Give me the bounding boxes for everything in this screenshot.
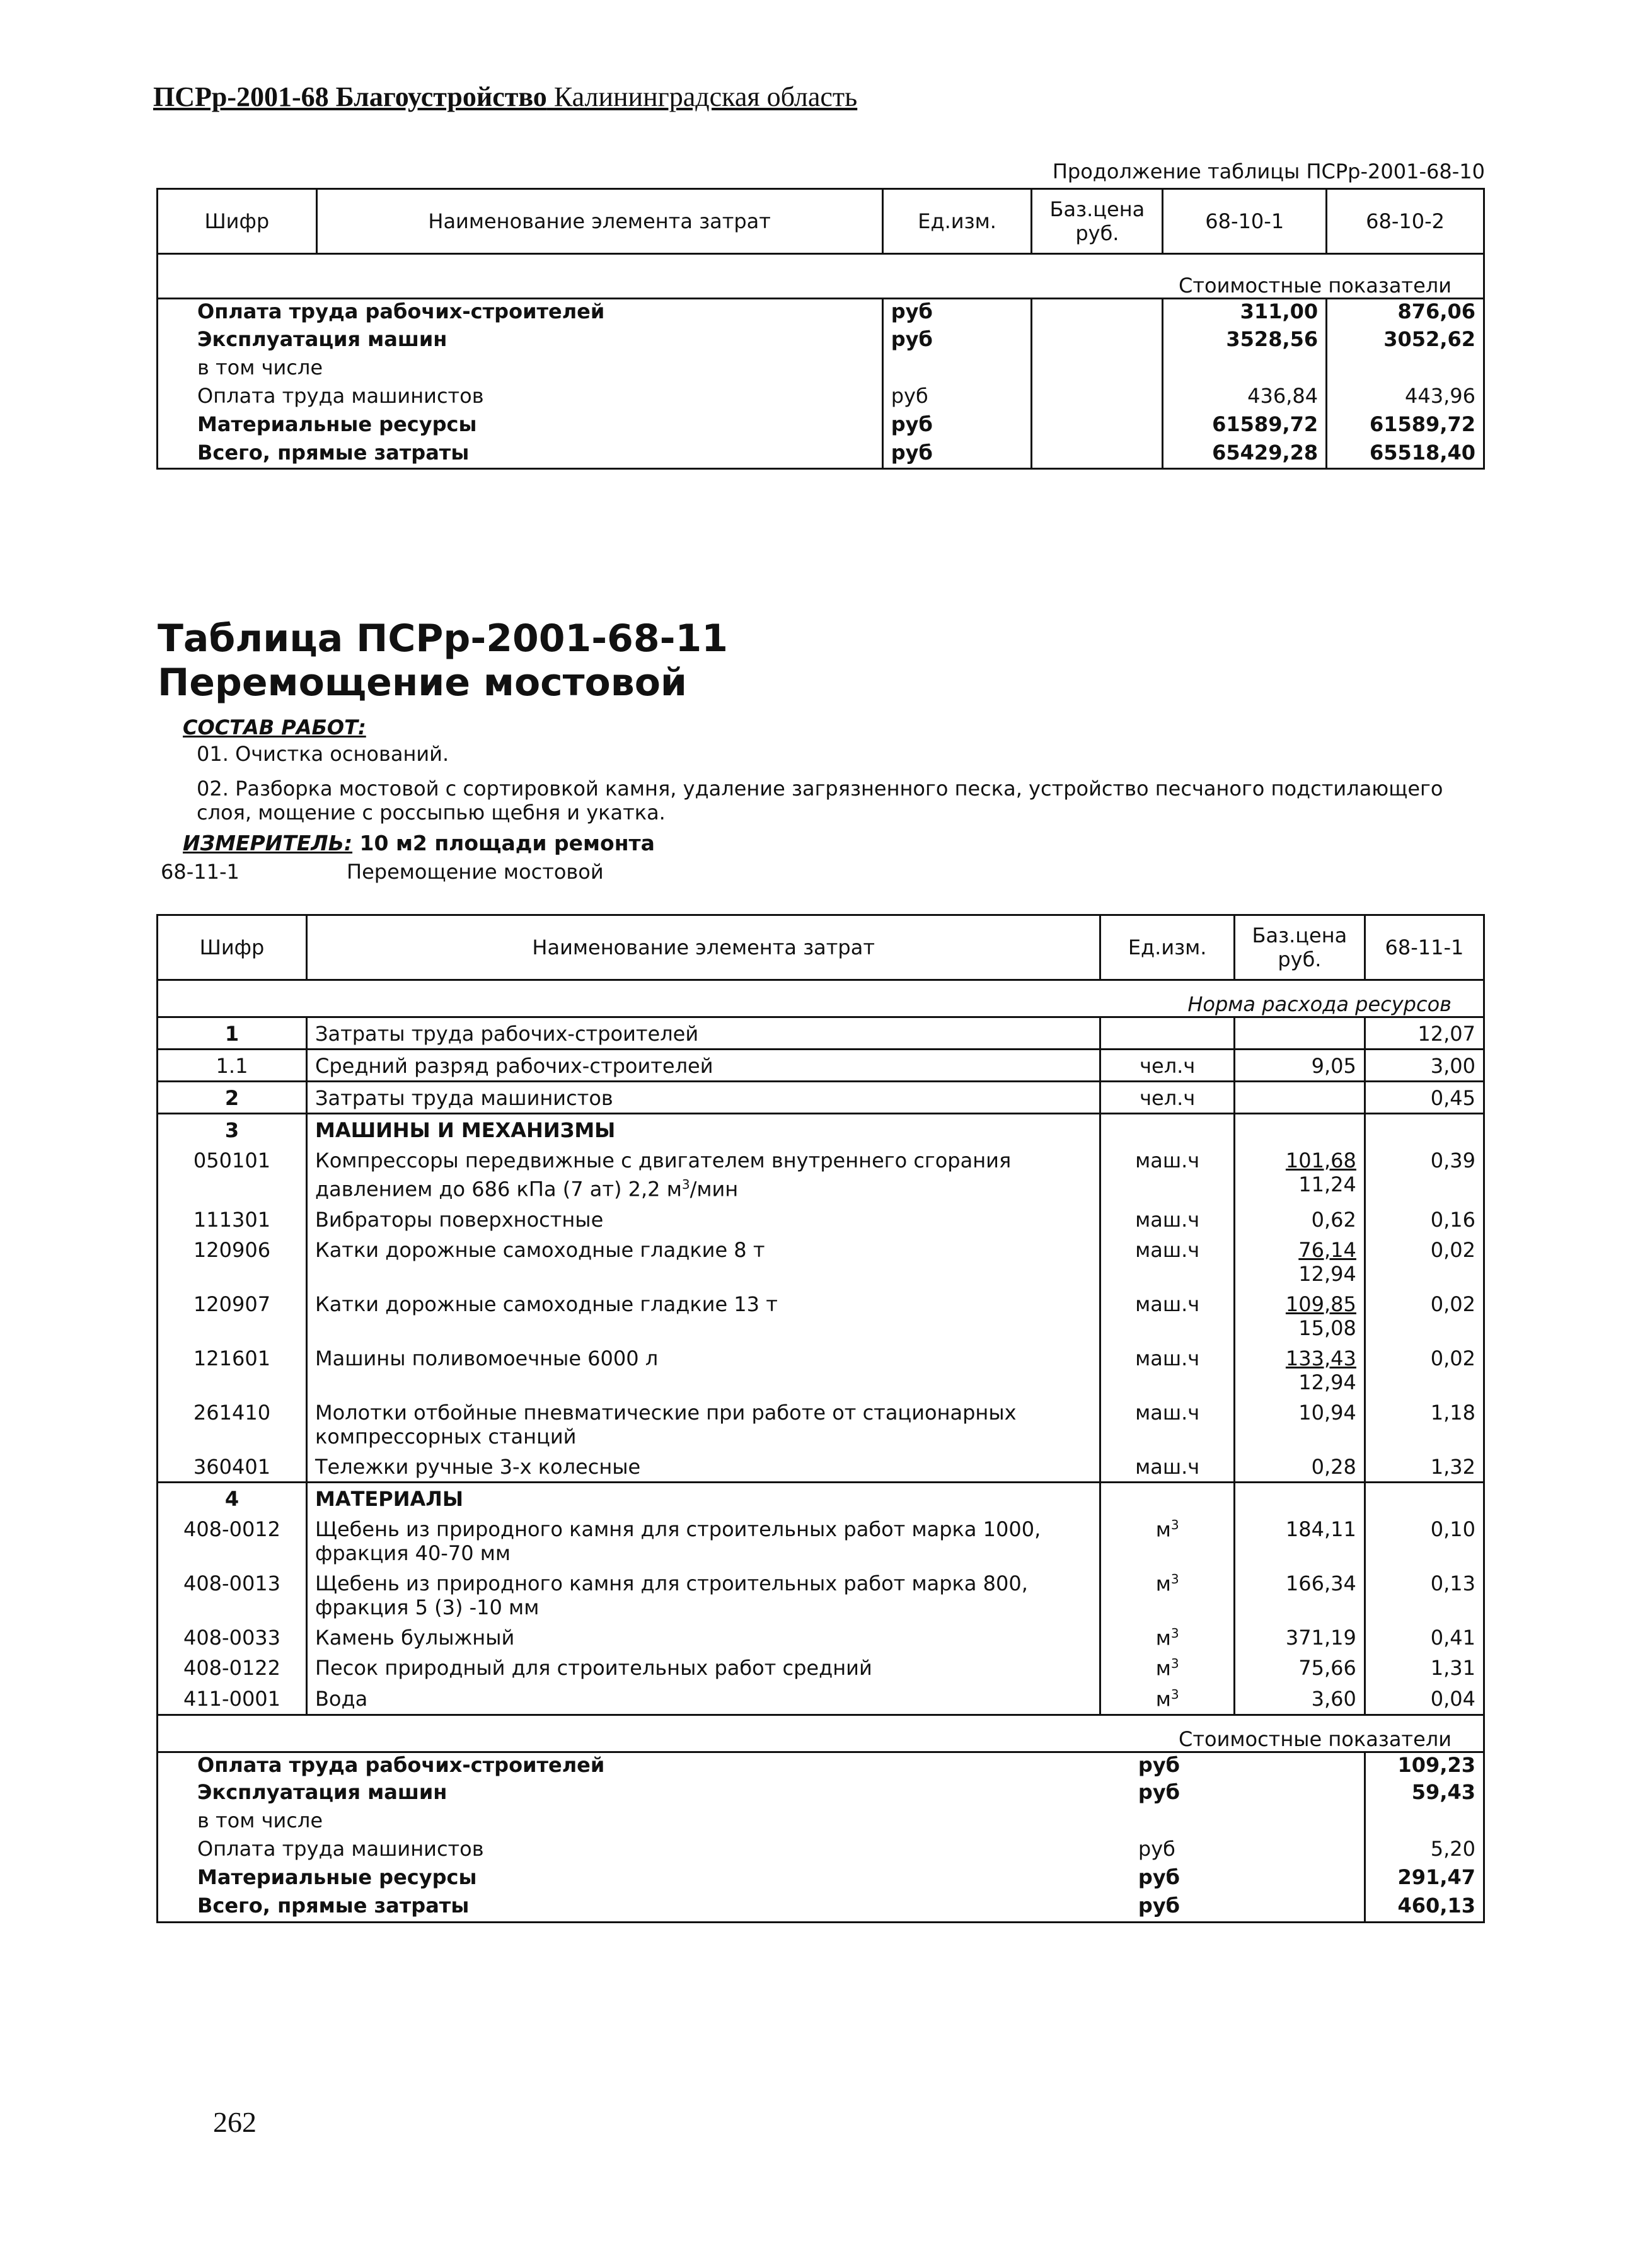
resource-value <box>1365 1114 1484 1145</box>
resource-price <box>1234 1482 1365 1513</box>
cost-value: 311,00 <box>1163 299 1327 327</box>
material-row <box>158 1652 1484 1683</box>
resource-code: 411-0001 <box>183 1686 281 1711</box>
cost-value: 109,23 <box>1365 1752 1484 1780</box>
resource-code: 3 <box>224 1118 240 1142</box>
page-header <box>153 81 857 113</box>
resource-code: 1.1 <box>216 1054 248 1078</box>
machine-row <box>158 1451 1484 1483</box>
table1-header <box>158 189 1484 254</box>
resource-price <box>1234 1568 1365 1622</box>
cost-price <box>1032 384 1163 412</box>
cost-price <box>1032 441 1163 469</box>
resource-code: 111301 <box>193 1207 271 1232</box>
cost-unit: руб <box>1138 1837 1175 1861</box>
cost-row <box>158 327 1484 356</box>
resource-price <box>1234 1652 1365 1683</box>
resource-unit <box>1100 1114 1235 1145</box>
machine-row <box>158 1397 1484 1451</box>
cost-value <box>1163 356 1327 384</box>
group-row <box>158 1114 1484 1145</box>
price-value: 10,94 <box>1298 1400 1356 1425</box>
resource-price <box>1234 1683 1365 1715</box>
cost-row <box>158 1837 1484 1865</box>
page-number: 262 <box>213 2106 257 2138</box>
resource-name: МАШИНЫ И МЕХАНИЗМЫ <box>306 1114 1100 1145</box>
price-value: 75,66 <box>1298 1656 1356 1681</box>
resource-price <box>1234 1513 1365 1568</box>
header-bold: ПСРр-2001-68 Благоустройство <box>153 81 547 112</box>
resource-price <box>1234 1288 1365 1343</box>
cost-unit: руб <box>1138 1865 1180 1890</box>
resource-unit: чел.ч <box>1100 1082 1235 1114</box>
table-68-10 <box>156 188 1485 470</box>
labor-row <box>158 1082 1484 1114</box>
cost-value <box>1327 356 1484 384</box>
cost-value: 61589,72 <box>1163 412 1327 441</box>
col-header: Ед.изм. <box>1100 915 1235 980</box>
material-row <box>158 1622 1484 1653</box>
resource-value <box>1365 1482 1484 1513</box>
col-header: Ед.изм. <box>882 189 1032 254</box>
resource-unit: маш.ч <box>1100 1397 1235 1451</box>
cost-value: 443,96 <box>1327 384 1484 412</box>
cost-unit: руб <box>1138 1780 1180 1805</box>
cost-row <box>158 299 1484 327</box>
resource-code: 120907 <box>193 1292 271 1316</box>
cost-value: 65429,28 <box>1163 441 1327 469</box>
machine-row <box>158 1145 1484 1204</box>
header-rest: Калининградская область <box>546 81 858 112</box>
norm-name: Перемощение мостовой <box>347 860 604 884</box>
resource-value: 0,10 <box>1365 1513 1484 1568</box>
cost-value: 460,13 <box>1365 1894 1484 1922</box>
resource-unit: $м^3$ <box>1100 1513 1235 1568</box>
cost-row <box>158 1808 1484 1837</box>
group-row <box>158 1482 1484 1513</box>
section-label: Стоимостные показатели <box>158 254 1484 299</box>
machine-row <box>158 1343 1484 1397</box>
measure-line <box>183 831 655 855</box>
price-value: 76,14 <box>1298 1237 1356 1262</box>
resource-name: Тележки ручные 3-х колесные <box>306 1451 1100 1483</box>
resource-value: 12,07 <box>1365 1017 1484 1050</box>
price-value: 3,60 <box>1311 1686 1356 1711</box>
col-header: 68-10-1 <box>1163 189 1327 254</box>
cost-unit: руб <box>882 299 1032 327</box>
measure-label: ИЗМЕРИТЕЛЬ: <box>183 831 353 855</box>
resource-value: 0,13 <box>1365 1568 1484 1622</box>
section-label: Норма расхода ресурсов <box>158 980 1484 1017</box>
cost-value: 61589,72 <box>1327 412 1484 441</box>
resource-unit: $м^3$ <box>1100 1652 1235 1683</box>
resource-price <box>1234 1017 1365 1050</box>
resource-name: Катки дорожные самоходные гладкие 8 т <box>306 1234 1100 1288</box>
cost-name: Всего, прямые затраты <box>197 440 470 465</box>
cost-name: Оплата труда машинистов <box>197 1837 484 1861</box>
cost-price <box>1032 412 1163 441</box>
cost-unit: руб <box>882 441 1032 469</box>
cost-name: Эксплуатация машин <box>197 327 447 351</box>
resource-unit: $м^3$ <box>1100 1683 1235 1715</box>
labor-row <box>158 1050 1484 1082</box>
price-value: 109,85 <box>1285 1292 1356 1316</box>
resource-code: 408-0012 <box>183 1517 281 1541</box>
cost-price <box>1234 1865 1365 1894</box>
table2-header <box>158 915 1484 980</box>
cost-row <box>158 1865 1484 1894</box>
cost-price <box>1234 1837 1365 1865</box>
cost-value <box>1365 1808 1484 1837</box>
resource-code: 408-0013 <box>183 1571 281 1595</box>
resource-name: Средний разряд рабочих-строителей <box>306 1050 1100 1082</box>
col-header: Шифр <box>158 189 317 254</box>
cost-unit: руб <box>882 327 1032 356</box>
cost-price <box>1234 1808 1365 1837</box>
resource-unit: $м^3$ <box>1100 1622 1235 1653</box>
cost-price <box>1234 1780 1365 1808</box>
resource-value: 0,02 <box>1365 1234 1484 1288</box>
section-label: Стоимостные показатели <box>158 1715 1484 1752</box>
resource-unit <box>1100 1017 1235 1050</box>
cost-unit: руб <box>1138 1752 1180 1777</box>
cost-row <box>158 441 1484 469</box>
cost-price <box>1234 1894 1365 1922</box>
resource-code: 261410 <box>193 1400 271 1425</box>
resource-name: Затраты труда рабочих-строителей <box>306 1017 1100 1050</box>
section-row <box>158 1715 1484 1752</box>
cost-price <box>1032 327 1163 356</box>
col-header: Баз.цена руб. <box>1234 915 1365 980</box>
resource-value: 0,16 <box>1365 1204 1484 1234</box>
price-value: 101,68 <box>1285 1148 1356 1172</box>
cost-name: Материальные ресурсы <box>197 412 477 436</box>
cost-value: 3528,56 <box>1163 327 1327 356</box>
machine-row <box>158 1288 1484 1343</box>
resource-price <box>1234 1050 1365 1082</box>
resource-unit: маш.ч <box>1100 1204 1235 1234</box>
cost-unit <box>1100 1808 1235 1837</box>
resource-price <box>1234 1204 1365 1234</box>
cost-name: Эксплуатация машин <box>197 1780 447 1805</box>
resource-name: Щебень из природного камня для строительных работ марка 800, фракция 5 (3) -10 мм <box>306 1568 1100 1622</box>
cost-price <box>1234 1752 1365 1780</box>
cost-unit: руб <box>1138 1894 1180 1918</box>
continuation-label: Продолжение таблицы ПСРр-2001-68-10 <box>1052 159 1485 183</box>
cost-row <box>158 412 1484 441</box>
resource-value: 1,31 <box>1365 1652 1484 1683</box>
cost-value: 65518,40 <box>1327 441 1484 469</box>
resource-value: 0,04 <box>1365 1683 1484 1715</box>
resource-code: 408-0033 <box>183 1625 281 1650</box>
measure-value: 10 м2 площади ремонта <box>352 831 655 855</box>
cost-value: 436,84 <box>1163 384 1327 412</box>
resource-name: Катки дорожные самоходные гладкие 13 т <box>306 1288 1100 1343</box>
resource-value: 0,45 <box>1365 1082 1484 1114</box>
cost-price <box>1032 299 1163 327</box>
resource-unit: маш.ч <box>1100 1145 1235 1204</box>
cost-value: 876,06 <box>1327 299 1484 327</box>
price-secondary: 12,94 <box>1298 1261 1356 1286</box>
resource-unit <box>1100 1482 1235 1513</box>
resource-name: Вода <box>306 1683 1100 1715</box>
resource-code: 120906 <box>193 1237 271 1262</box>
resource-unit: маш.ч <box>1100 1288 1235 1343</box>
resource-code: 4 <box>224 1486 240 1511</box>
price-secondary: 12,94 <box>1298 1370 1356 1394</box>
cost-value: 3052,62 <box>1327 327 1484 356</box>
cost-row <box>158 356 1484 384</box>
table-title: Таблица ПСРр-2001-68-11 <box>158 616 729 661</box>
sostav-label: СОСТАВ РАБОТ: <box>183 715 366 739</box>
cost-name: в том числе <box>197 1808 323 1833</box>
price-value: 166,34 <box>1285 1571 1356 1595</box>
price-value: 184,11 <box>1285 1517 1356 1541</box>
machine-row <box>158 1234 1484 1288</box>
cost-value: 291,47 <box>1365 1865 1484 1894</box>
resource-code: 050101 <box>193 1148 271 1172</box>
material-row <box>158 1513 1484 1568</box>
cost-unit: руб <box>882 412 1032 441</box>
cost-row <box>158 1780 1484 1808</box>
resource-price <box>1234 1082 1365 1114</box>
cost-row <box>158 1752 1484 1780</box>
resource-name: Затраты труда машинистов <box>306 1082 1100 1114</box>
cost-value: 5,20 <box>1365 1837 1484 1865</box>
resource-price <box>1234 1234 1365 1288</box>
col-header: 68-11-1 <box>1365 915 1484 980</box>
price-secondary: 11,24 <box>1298 1172 1356 1196</box>
resource-code: 360401 <box>193 1454 271 1479</box>
resource-price <box>1234 1145 1365 1204</box>
norm-code: 68-11-1 <box>161 860 240 884</box>
col-header: Наименование элемента затрат <box>306 915 1100 980</box>
cost-row <box>158 384 1484 412</box>
resource-price <box>1234 1451 1365 1483</box>
section-row <box>158 980 1484 1017</box>
resource-price <box>1234 1343 1365 1397</box>
resource-unit: $м^3$ <box>1100 1568 1235 1622</box>
resource-value: 0,41 <box>1365 1622 1484 1653</box>
section-row <box>158 254 1484 299</box>
cost-name: в том числе <box>197 355 323 379</box>
cost-name: Всего, прямые затраты <box>197 1894 470 1918</box>
resource-name: Вибраторы поверхностные <box>306 1204 1100 1234</box>
resource-price <box>1234 1397 1365 1451</box>
resource-name: Камень булыжный <box>306 1622 1100 1653</box>
cost-unit: руб <box>882 384 1032 412</box>
resource-name: МАТЕРИАЛЫ <box>306 1482 1100 1513</box>
col-header: Шифр <box>158 915 307 980</box>
col-header: 68-10-2 <box>1327 189 1484 254</box>
table-subtitle: Перемощение мостовой <box>158 661 687 705</box>
resource-name: Машины поливомоечные 6000 л <box>306 1343 1100 1397</box>
resource-unit: маш.ч <box>1100 1451 1235 1483</box>
resource-name: Компрессоры передвижные с двигателем внутреннего сгорания давлением до 686 кПа (7 ат) 2,2 $м^3$/мин <box>306 1145 1100 1204</box>
price-value: 0,28 <box>1311 1454 1356 1479</box>
resource-code: 408-0122 <box>183 1656 281 1681</box>
price-value: 0,62 <box>1311 1207 1356 1232</box>
work-item: 01. Очистка оснований. <box>197 742 449 766</box>
material-row <box>158 1683 1484 1715</box>
price-secondary: 15,08 <box>1298 1316 1356 1340</box>
resource-name: Песок природный для строительных работ средний <box>306 1652 1100 1683</box>
resource-unit: маш.ч <box>1100 1343 1235 1397</box>
resource-unit: чел.ч <box>1100 1050 1235 1082</box>
cost-row <box>158 1894 1484 1922</box>
resource-value: 1,32 <box>1365 1451 1484 1483</box>
machine-row <box>158 1204 1484 1234</box>
cost-name: Материальные ресурсы <box>197 1865 477 1890</box>
cost-price <box>1032 356 1163 384</box>
price-value: 9,05 <box>1311 1054 1356 1078</box>
resource-value: 3,00 <box>1365 1050 1484 1082</box>
resource-code: 1 <box>224 1022 240 1046</box>
resource-price <box>1234 1622 1365 1653</box>
resource-unit: маш.ч <box>1100 1234 1235 1288</box>
work-item: 02. Разборка мостовой с сортировкой камня, удаление загрязненного песка, устройство песчаного подстилающего слоя, мощение с россыпью щебня и укатка. <box>197 777 1443 824</box>
resource-value: 0,39 <box>1365 1145 1484 1204</box>
resource-value: 0,02 <box>1365 1343 1484 1397</box>
price-value: 133,43 <box>1285 1346 1356 1370</box>
cost-name: Оплата труда рабочих-строителей <box>197 299 605 323</box>
cost-unit <box>882 356 1032 384</box>
price-value: 371,19 <box>1285 1625 1356 1650</box>
resource-code: 2 <box>224 1086 240 1110</box>
resource-value: 0,02 <box>1365 1288 1484 1343</box>
col-header: Наименование элемента затрат <box>316 189 882 254</box>
material-row <box>158 1568 1484 1622</box>
resource-price <box>1234 1114 1365 1145</box>
resource-name: Щебень из природного камня для строительных работ марка 1000, фракция 40-70 мм <box>306 1513 1100 1568</box>
resource-value: 1,18 <box>1365 1397 1484 1451</box>
cost-name: Оплата труда рабочих-строителей <box>197 1752 605 1777</box>
cost-value: 59,43 <box>1365 1780 1484 1808</box>
table-68-11 <box>156 914 1485 1923</box>
resource-name: Молотки отбойные пневматические при работе от стационарных компрессорных станций <box>306 1397 1100 1451</box>
resource-code: 121601 <box>193 1346 271 1370</box>
labor-row <box>158 1017 1484 1050</box>
cost-name: Оплата труда машинистов <box>197 383 484 408</box>
col-header: Баз.цена руб. <box>1032 189 1163 254</box>
